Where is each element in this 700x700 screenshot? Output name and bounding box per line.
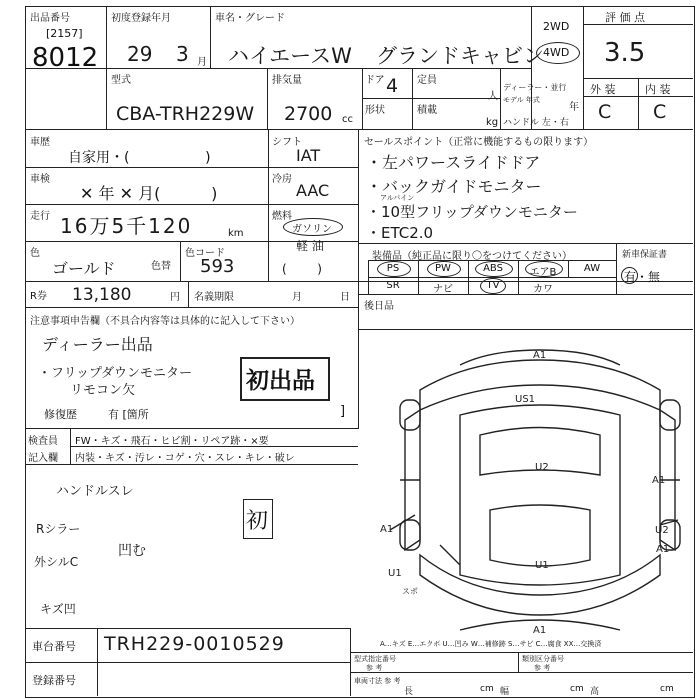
divider: [97, 628, 98, 696]
divider: [25, 307, 358, 308]
meigi-month: 月: [292, 292, 302, 303]
int-label: 内 装: [645, 83, 671, 96]
drive-4wd: 4WD: [543, 46, 570, 59]
katashiki: CBA-TRH229W: [116, 103, 255, 125]
doors: 4: [386, 75, 399, 97]
class-label: 類別区分番号: [522, 655, 564, 663]
model-label: 車名・グレード: [215, 13, 285, 24]
capacity-unit: 人: [488, 91, 498, 102]
circle-mark: [475, 261, 513, 277]
after-install-label: 後日品: [364, 301, 394, 312]
divider: [518, 652, 519, 672]
cc-unit: cc: [342, 114, 353, 125]
sales-point-3: ・10型フリップダウンモニター: [366, 203, 578, 221]
sales-point-4: ・ETC2.0: [366, 224, 434, 242]
divider: [25, 662, 350, 663]
divider: [25, 167, 268, 168]
grade: グランドキャビン: [376, 44, 544, 68]
divider: [358, 243, 693, 244]
load-unit: kg: [486, 117, 499, 128]
divider: [268, 167, 358, 168]
equip-aw: AW: [583, 263, 601, 274]
displacement: 2700: [284, 103, 333, 125]
circle-mark: [480, 278, 506, 294]
shaken-label: 車検: [30, 174, 50, 185]
width-cm: cm: [570, 684, 584, 694]
katashiki-label: 型式: [111, 75, 131, 86]
diagram-label: A1: [656, 544, 670, 555]
divider: [25, 204, 268, 205]
equip-leather: カワ: [533, 284, 553, 295]
type-approval-sub: 参 考: [366, 664, 383, 672]
meigi-label: 名義期限: [194, 292, 234, 303]
ext-grade: C: [598, 101, 612, 123]
first-listing-stamp-text: 初出品: [246, 368, 315, 394]
int-grade: C: [653, 101, 667, 123]
diagram-label: U1: [388, 568, 402, 579]
first-reg-label: 初度登録年月: [111, 13, 171, 24]
recycle-label: R券: [30, 291, 47, 302]
equip-abs: ABS: [483, 263, 503, 274]
divider: [210, 6, 211, 68]
inspector-row-1: FW・キズ・飛石・ヒビ割・リペア跡・×要: [75, 436, 269, 447]
circle-mark: [621, 267, 638, 284]
diagram-label: A1: [533, 350, 547, 361]
diagram-label: U1: [535, 560, 549, 571]
diagram-label: U2: [535, 462, 549, 473]
divider: [638, 78, 639, 129]
history-value: 自家用・( ): [68, 150, 211, 166]
divider: [616, 243, 617, 294]
color-code-label: 色コード: [185, 248, 225, 259]
equip-navi: ナビ: [433, 284, 453, 295]
recycle-value: 13,180: [72, 285, 132, 305]
shift-label: シフト: [272, 137, 302, 148]
divider: [358, 329, 693, 330]
small-stamp-text: 初: [246, 509, 269, 534]
note-line-1: ディーラー出品: [42, 335, 153, 354]
equipment-label: 装備品（純正品に限り〇をつけてください）: [372, 251, 572, 262]
drive-2wd: 2WD: [543, 20, 570, 33]
width-label: 幅: [500, 687, 510, 697]
divider: [268, 204, 358, 205]
divider: [188, 281, 189, 307]
divider: [25, 464, 358, 465]
ac-value: AAC: [296, 181, 330, 200]
fuel-gasoline: ガソリン: [292, 224, 332, 235]
ac-label: 冷房: [272, 174, 292, 185]
sales-point-2: ・バックガイドモニター: [366, 177, 542, 196]
divider: [106, 6, 107, 129]
recycle-unit: 円: [170, 292, 180, 303]
displacement-label: 排気量: [272, 75, 302, 86]
color-change-label: 色替: [151, 261, 171, 272]
model-year-label: モデル 年式: [503, 96, 540, 104]
shape-label: 形状: [365, 105, 385, 116]
divider: [350, 672, 693, 673]
repair-close: ]: [340, 404, 346, 419]
ext-label: 外 装: [590, 83, 616, 96]
mileage-label: 走行: [30, 211, 50, 222]
diagram-label: スポ: [402, 587, 418, 596]
entry-label: 記入欄: [28, 453, 58, 464]
history-label: 車歴: [30, 137, 50, 148]
divider: [358, 294, 693, 295]
repair-label: 修復歴: [44, 408, 77, 421]
color-label: 色: [30, 248, 40, 259]
dealer-label: ディーラー・並行: [503, 83, 567, 92]
inspector-row-2: 内装・キズ・汚レ・コゲ・穴・スレ・キレ・破レ: [75, 453, 295, 464]
reg-label: 登録番号: [32, 674, 76, 687]
meigi-day: 日: [340, 292, 350, 303]
circle-mark: [525, 261, 563, 277]
divider: [350, 628, 351, 696]
equip-ps: PS: [386, 263, 400, 274]
sales-points-label: セールスポイント（正常に機能するもの限ります）: [364, 137, 594, 148]
equip-sr: SR: [386, 280, 400, 291]
car-diagram: [360, 340, 690, 640]
length-label: 長: [404, 687, 414, 697]
score-label: 評 価 点: [605, 11, 645, 24]
divider: [500, 68, 501, 129]
height-cm: cm: [660, 684, 674, 694]
remark-2: Rシラー: [36, 522, 81, 536]
divider: [358, 129, 359, 429]
divider: [25, 281, 693, 282]
lot-sub: [2157]: [46, 27, 83, 40]
height-label: 高: [590, 687, 600, 697]
warranty-value: 有・無: [624, 270, 661, 284]
divider: [350, 652, 693, 653]
shift-value: IAT: [296, 146, 321, 165]
handle-label: ハンドル 左・右: [503, 118, 569, 128]
km-unit: km: [228, 228, 244, 239]
class-sub: 参 考: [534, 664, 551, 672]
divider: [267, 68, 268, 129]
remark-4: 凹む: [118, 543, 146, 559]
chassis-label: 車台番号: [32, 640, 76, 653]
capacity-label: 定員: [417, 75, 437, 86]
diagram-legend: A…キズ E…エクボ U…凹み W…補修跡 S…サビ C…腐食 XX…交換済: [380, 640, 602, 648]
diagram-label: U2: [655, 525, 669, 536]
repair-value: 有 [箇所: [108, 408, 149, 421]
diagram-label: A1: [652, 475, 666, 486]
circle-mark: [427, 261, 461, 277]
first-reg-year: 29: [127, 42, 153, 66]
divider: [25, 129, 693, 130]
dims-label: 車両寸法 参 考: [354, 677, 401, 685]
divider: [25, 628, 350, 629]
circle-mark: [377, 261, 411, 277]
divider: [362, 98, 500, 99]
length-cm: cm: [480, 684, 494, 694]
diagram-label: US1: [515, 394, 536, 405]
divider: [180, 241, 181, 281]
divider: [25, 428, 358, 429]
equip-pw: PW: [435, 263, 451, 274]
sales-point-1: ・左パワースライドドア: [366, 153, 541, 172]
chassis-number: TRH229-0010529: [104, 633, 285, 655]
inspector-label: 検査員: [28, 436, 58, 447]
doors-label: ドア: [365, 75, 385, 86]
equip-airbag: エアB: [529, 267, 557, 278]
load-label: 積載: [417, 105, 437, 116]
remark-3: 外シルC: [34, 555, 79, 569]
shaken-value: ✕ 年 ✕ 月( ): [80, 184, 218, 203]
month-unit: 月: [197, 57, 207, 68]
first-reg-month: 3: [176, 42, 189, 66]
color-code: 593: [200, 256, 235, 277]
fuel-paren: ( ): [282, 262, 322, 276]
fuel-diesel: 軽 油: [296, 239, 324, 253]
divider: [268, 129, 269, 281]
model-year-unit: 年: [569, 102, 579, 113]
diagram-label: A1: [533, 625, 547, 636]
warranty-label: 新車保証書: [622, 250, 668, 260]
lot-number: 8012: [32, 43, 99, 73]
equip-tv: TV: [486, 280, 500, 291]
notes-label: 注意事項申告欄（不具合内容等は具体的に記入して下さい）: [30, 316, 300, 327]
note-line-3: リモコン欠: [70, 383, 136, 398]
diagram-label: A1: [380, 524, 394, 535]
remark-5: キズ凹: [40, 602, 76, 616]
score-value: 3.5: [604, 38, 646, 68]
note-line-2: ・フリップダウンモニター: [38, 366, 193, 381]
mileage-value: 16万5千120: [60, 214, 193, 238]
alpine-note: アルパイン: [380, 194, 415, 202]
type-approval-label: 型式指定番号: [354, 655, 396, 663]
remark-1: ハンドルスレ: [56, 484, 134, 499]
lot-label: 出品番号: [30, 13, 70, 24]
model-name: ハイエースW: [228, 44, 352, 68]
fuel-label: 燃料: [272, 211, 292, 222]
color-value: ゴールド: [52, 259, 116, 278]
divider: [70, 428, 71, 464]
